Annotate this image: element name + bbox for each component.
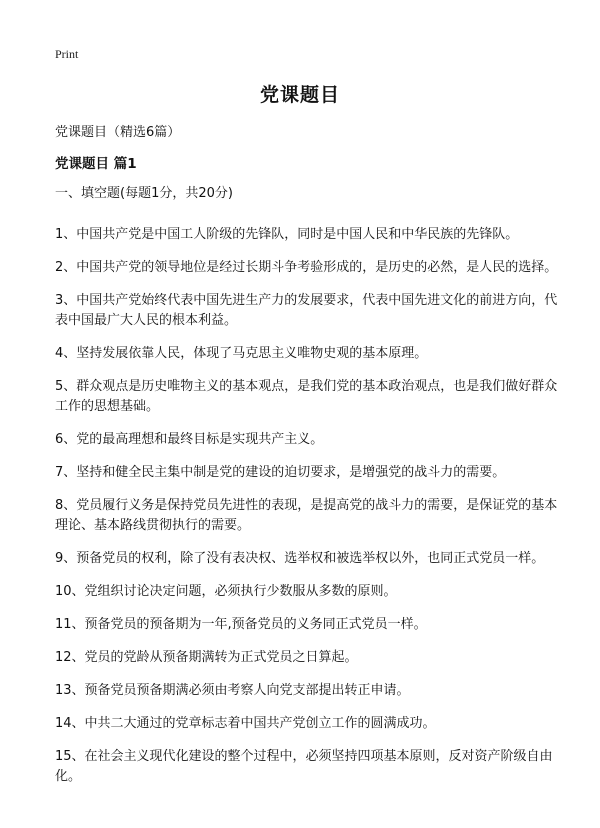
question-item: 4、坚持发展依靠人民，体现了马克思主义唯物史观的基本原理。 [55, 346, 428, 361]
question-item: 13、预备党员预备期满必须由考察人向党支部提出转正申请。 [55, 683, 410, 698]
question-item: 6、党的最高理想和最终目标是实现共产主义。 [55, 432, 324, 447]
question-item: 3、中国共产党始终代表中国先进生产力的发展要求，代表中国先进文化的前进方向，代表中国最广大人民的根本利益。 [55, 293, 558, 328]
section-heading: 党课题目 篇1 [55, 156, 137, 172]
question-item: 10、党组织讨论决定问题，必须执行少数服从多数的原则。 [55, 584, 397, 599]
question-section-intro: 一、填空题(每题1分，共20分) [55, 186, 233, 201]
question-item: 2、中国共产党的领导地位是经过长期斗争考验形成的，是历史的必然，是人民的选择。 [55, 260, 558, 275]
question-item: 11、预备党员的预备期为一年,预备党员的义务同正式党员一样。 [55, 617, 427, 632]
question-item: 7、坚持和健全民主集中制是党的建设的迫切要求，是增强党的战斗力的需要。 [55, 465, 506, 480]
question-item: 1、中国共产党是中国工人阶级的先锋队，同时是中国人民和中华民族的先锋队。 [55, 227, 519, 242]
question-item: 5、群众观点是历史唯物主义的基本观点，是我们党的基本政治观点，也是我们做好群众工作的思想基础。 [55, 379, 558, 414]
question-item: 14、中共二大通过的党章标志着中国共产党创立工作的圆满成功。 [55, 716, 436, 731]
page-title: 党课题目 [259, 84, 340, 106]
question-item: 9、预备党员的权利，除了没有表决权、选举权和被选举权以外，也同正式党员一样。 [55, 551, 545, 566]
question-item: 15、在社会主义现代化建设的整个过程中，必须坚持四项基本原则，反对资产阶级自由化。 [55, 749, 553, 784]
print-link[interactable]: Print [55, 47, 79, 61]
question-list [55, 212, 560, 798]
question-item: 8、党员履行义务是保持党员先进性的表现，是提高党的战斗力的需要，是保证党的基本理论、基本路线贯彻执行的需要。 [55, 498, 558, 533]
document-subtitle: 党课题目（精选6篇） [55, 125, 181, 140]
question-item: 12、党员的党龄从预备期满转为正式党员之日算起。 [55, 650, 358, 665]
